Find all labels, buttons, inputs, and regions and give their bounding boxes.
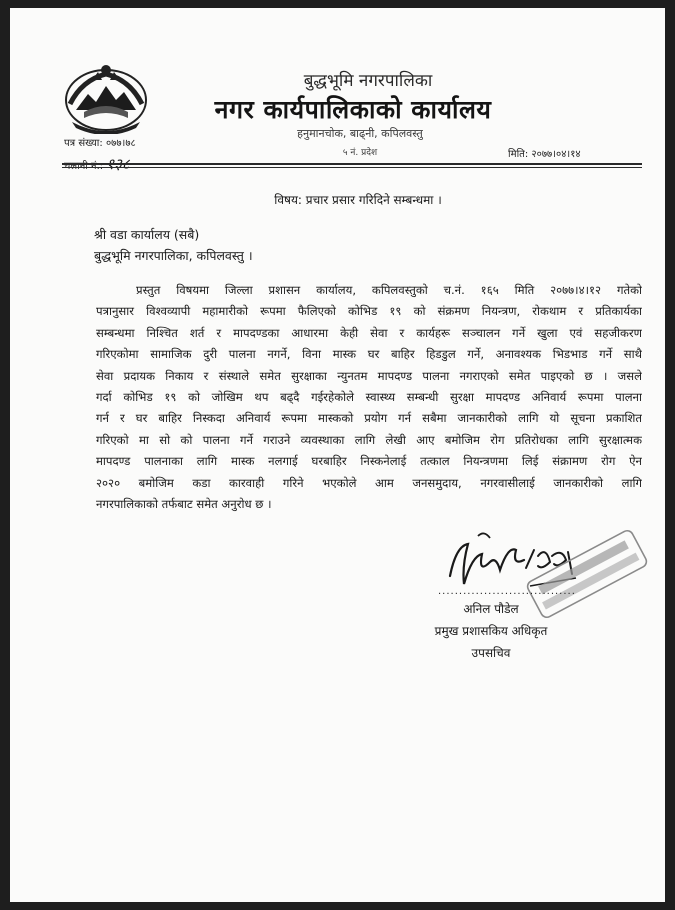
- header-divider-thin: [62, 167, 642, 168]
- body-line: गर्दा कोभिड १९ को जोखिम थप बढ्दै गईरहेकोले स्वास्थ्य सम्बन्धी सुरक्षा मापदण्ड अनिवार्य रूपमा पालना: [96, 390, 642, 405]
- body-line: प्रस्तुत विषयमा जिल्ला प्रशासन कार्यालय, कपिलवस्तुको च.नं. १६५ मिति २०७७।४।१२ गतेको: [136, 283, 642, 297]
- body-line: गर्न र घर बाहिर निस्कदा अनिवार्य रूपमा मास्कको प्रयोग गर्न सबैमा जानकारीको लागि यो सूचना प्रकाशित: [96, 411, 642, 426]
- miti-value: २०७७।०४।१४: [531, 149, 581, 160]
- province-label: ५ नं. प्रदेश: [342, 148, 378, 158]
- addressee-line-1: श्री वडा कार्यालय (सबै): [94, 227, 200, 242]
- body-line: नगरपालिकाको तर्फबाट समेत अनुरोध छ ।: [96, 497, 272, 512]
- municipality-name: बुद्धभूमि नगरपालिका: [303, 71, 433, 91]
- patra-label: पत्र संख्या:: [64, 138, 103, 149]
- office-address: हनुमानचोक, बाढ्नी, कपिलवस्तु: [297, 127, 423, 140]
- nepal-emblem-icon: [62, 60, 150, 134]
- body-line: सेवा प्रदायक निकाय र संस्थाले समेत सुरक्षाका न्युनतम मापदण्ड पालना नगराएको समेत पाइएको छ । जसले: [96, 368, 642, 383]
- letter-page: [10, 8, 665, 902]
- letter-date: [508, 146, 581, 160]
- patra-sankhya: [64, 135, 136, 149]
- addressee-line-2: बुद्धभूमि नगरपालिका, कपिलवस्तु ।: [94, 248, 253, 263]
- patra-value: ०७७।७८: [105, 138, 136, 149]
- body-line: गरिएको मा सो को पालना गर्ने गराउने व्यवस्थाका लागि लेखी आए बमोजिम रोग प्रतिरोधका लागि सुरक्षात्मक: [96, 432, 642, 447]
- miti-label: मिति:: [508, 149, 529, 160]
- body-line: २०२० बमोजिम कडा कारवाही गरिने भएकोले आम जनसमुदाय, नगरवासीलाई जानकारीको लागि: [96, 475, 642, 490]
- signer-rank: उपसचिव: [471, 646, 511, 660]
- header-divider: [62, 163, 642, 165]
- signature-line: .................................: [438, 586, 576, 597]
- body-line: मापदण्ड पालनाका लागि मास्क नलगाई घरबाहिर निस्कनेलाई तत्काल नियन्त्रणमा लिई संक्रामण रोग ऐन: [96, 454, 642, 469]
- body-line: सम्बन्धमा निश्चित शर्त र मापदण्डका आधारमा केही सेवा र कार्यहरू सञ्चालन गर्ने खुला एवं सहजीकरण: [96, 325, 642, 340]
- subject-line: विषय: प्रचार प्रसार गरिदिने सम्बन्धमा ।: [274, 193, 442, 207]
- letter-body: [96, 280, 642, 515]
- office-name: नगर कार्यपालिकाको कार्यालय: [214, 95, 492, 124]
- body-line: पत्रानुसार विश्वव्यापी महामारीको रूपमा फैलिएको कोभिड १९ को संक्रमण नियन्त्रण, रोकथाम र प्रतिकार्यका: [96, 304, 642, 319]
- signer-name: अनिल पौडेल: [463, 602, 519, 616]
- signer-designation: प्रमुख प्रशासकिय अधिकृत: [434, 624, 548, 638]
- body-line: गरिएकोमा सामाजिक दुरी पालना नगर्ने, विना मास्क घर बाहिर हिडडुल गर्ने, अनावश्यक भिडभाड गर्ने साथै: [96, 347, 642, 362]
